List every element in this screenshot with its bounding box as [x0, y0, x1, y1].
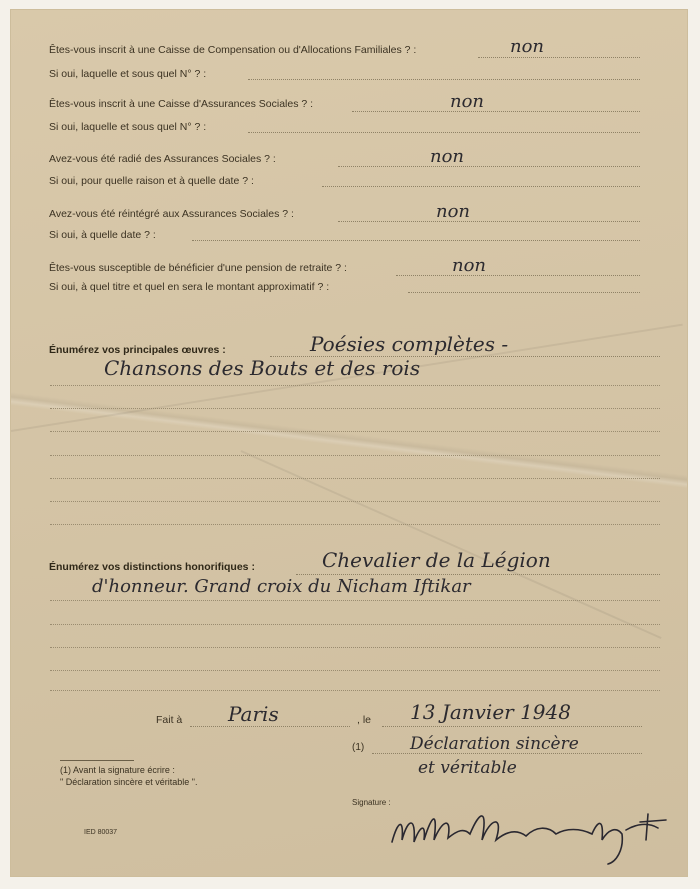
question-label: Êtes-vous inscrit à une Caisse d'Assurances Sociales ? :: [49, 98, 314, 110]
footnote-line2: " Déclaration sincère et véritable ".: [60, 777, 198, 787]
date-handwritten: 13 Janvier 1948: [410, 700, 571, 724]
answer-handwritten: non: [510, 36, 545, 57]
signature-label: Signature :: [352, 798, 391, 807]
distinctions-heading: Énumérez vos distinctions honorifiques :: [49, 561, 255, 573]
form-code: IED 80037: [84, 829, 118, 836]
ruled-line: [50, 524, 660, 525]
distinctions-handwritten-line1: Chevalier de la Légion: [322, 548, 551, 572]
answer-handwritten: non: [450, 91, 485, 112]
answer-line: [248, 132, 640, 133]
distinctions-handwritten-line2: d'honneur. Grand croix du Nicham Iftikar: [92, 576, 471, 597]
declaration-handwritten-line2: et véritable: [418, 758, 517, 778]
ruled-line: [50, 690, 660, 691]
question-label: Si oui, laquelle et sous quel N° ? :: [49, 68, 207, 80]
question-label: Si oui, à quelle date ? :: [49, 229, 156, 241]
answer-line: [322, 186, 640, 187]
date-line: [382, 726, 642, 727]
le-label: , le: [357, 714, 372, 726]
question-label: Avez-vous été radié des Assurances Sociales ? :: [49, 153, 276, 165]
ruled-line: [50, 385, 660, 386]
answer-line: [192, 240, 640, 241]
document-page: [11, 10, 687, 876]
oeuvres-handwritten-line1: Poésies complètes -: [310, 332, 509, 356]
place-line: [190, 726, 350, 727]
footnote-rule: [60, 760, 134, 761]
ruled-line: [50, 408, 660, 409]
answer-line: [248, 79, 640, 80]
oeuvres-line: [270, 356, 660, 357]
ruled-line: [50, 670, 660, 671]
answer-line: [338, 166, 640, 167]
ruled-line: [50, 600, 660, 601]
answer-line: [478, 57, 640, 58]
answer-line: [408, 292, 640, 293]
fait-a-label: Fait à: [156, 714, 183, 726]
ruled-line: [50, 624, 660, 625]
answer-line: [396, 275, 640, 276]
question-label: Avez-vous été réintégré aux Assurances Sociales ? :: [49, 208, 294, 220]
question-label: Si oui, à quel titre et quel en sera le montant approximatif ? :: [49, 281, 330, 293]
question-label: Si oui, laquelle et sous quel N° ? :: [49, 121, 207, 133]
place-handwritten: Paris: [228, 702, 279, 726]
ruled-line: [50, 478, 660, 479]
question-label: Êtes-vous susceptible de bénéficier d'une pension de retraite ? :: [49, 262, 347, 274]
ruled-line: [50, 501, 660, 502]
answer-handwritten: non: [452, 255, 487, 276]
answer-handwritten: non: [436, 201, 471, 222]
ruled-line: [50, 455, 660, 456]
oeuvres-heading: Énumérez vos principales œuvres :: [49, 344, 226, 356]
question-label: Êtes-vous inscrit à une Caisse de Compensation ou d'Allocations Familiales ? :: [49, 44, 417, 56]
ruled-line: [50, 431, 660, 432]
handwritten-signature: [386, 800, 686, 870]
answer-handwritten: non: [430, 146, 465, 167]
ruled-line: [50, 647, 660, 648]
answer-line: [338, 221, 640, 222]
answer-line: [352, 111, 640, 112]
declaration-handwritten-line1: Déclaration sincère: [410, 734, 579, 754]
distinctions-line: [296, 574, 660, 575]
oeuvres-handwritten-line2: Chansons des Bouts et des rois: [104, 356, 421, 380]
note-reference: (1): [352, 742, 365, 753]
question-label: Si oui, pour quelle raison et à quelle date ? :: [49, 175, 254, 187]
footnote-line1: (1) Avant la signature écrire :: [60, 765, 175, 775]
